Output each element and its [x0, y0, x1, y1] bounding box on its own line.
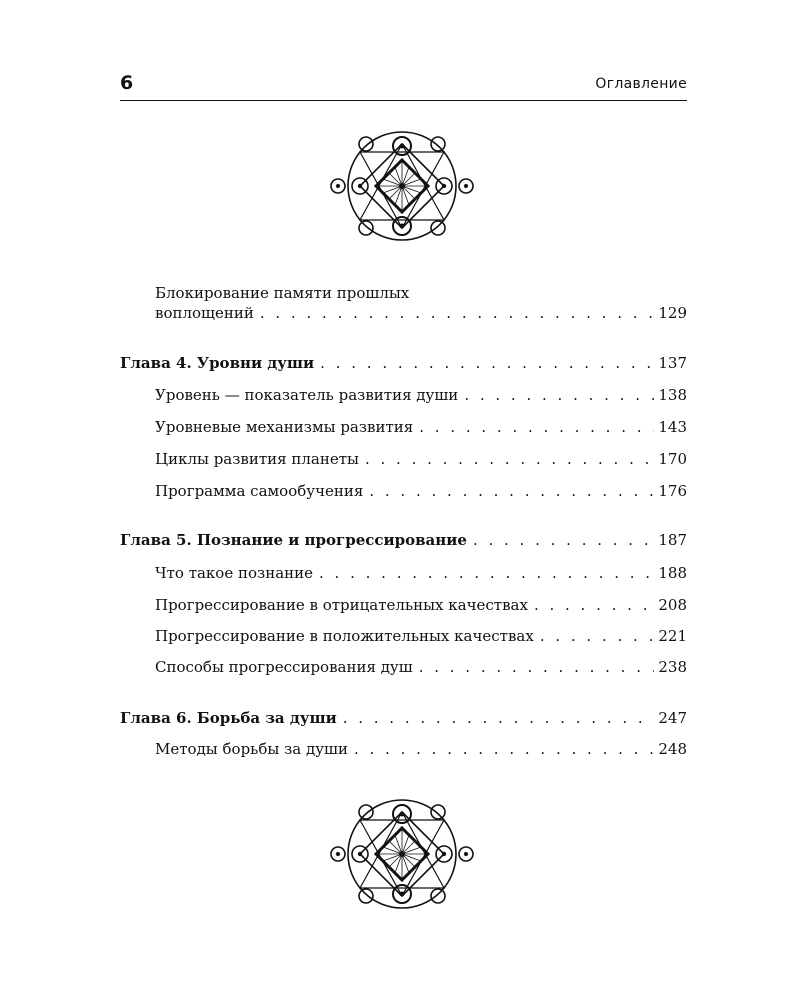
toc-chapter-4[interactable]	[120, 353, 687, 373]
toc-chapter-title: Глава 5. Познание и прогрессирование	[120, 531, 467, 549]
toc-entry-label: Методы борьбы за души	[155, 740, 348, 758]
dot-leader	[540, 626, 655, 646]
toc-page-number: 170	[658, 450, 687, 468]
toc-entry[interactable]	[155, 563, 687, 583]
toc-page-number: 248	[658, 740, 687, 758]
dot-leader	[354, 739, 654, 759]
toc-entry-continued-line1[interactable]: Блокирование памяти прошлых	[155, 284, 410, 302]
toc-page-number: 238	[658, 658, 687, 676]
toc-page-number: 143	[658, 418, 687, 436]
dot-leader	[464, 385, 654, 405]
toc-entry-label: Циклы развития планеты	[155, 450, 359, 468]
toc-page-number: 176	[658, 482, 687, 500]
toc-entry[interactable]	[155, 626, 687, 646]
dot-leader	[419, 417, 654, 437]
toc-entry-label: Что такое познание	[155, 564, 314, 582]
toc-entry-label: Способы прогрессирования душ	[155, 658, 413, 676]
page-number: 6	[120, 72, 134, 94]
toc-entry[interactable]	[155, 657, 687, 677]
running-header	[120, 72, 687, 101]
toc-page-number: 247	[658, 709, 687, 727]
toc-page-number: 138	[658, 386, 687, 404]
dot-leader	[320, 353, 654, 373]
toc-entry[interactable]	[155, 739, 687, 759]
dot-leader	[534, 595, 654, 615]
toc-entry-label: Уровневые механизмы развития	[155, 418, 414, 436]
toc-entry-label: воплощений	[155, 304, 254, 322]
dot-leader	[419, 657, 655, 677]
toc-entry-label: Прогрессирование в положительных качествах	[155, 627, 534, 645]
dot-leader	[369, 481, 654, 501]
toc-entry[interactable]	[155, 449, 687, 469]
toc-chapter-5[interactable]	[120, 530, 687, 550]
toc-entry[interactable]	[155, 481, 687, 501]
mandala-ornament-icon	[330, 130, 474, 242]
dot-leader	[260, 303, 655, 323]
toc-entry[interactable]	[155, 385, 687, 405]
mandala-ornament-bottom-icon	[330, 798, 474, 910]
toc-page-number: 208	[658, 596, 687, 614]
toc-entry-label: Программа самообучения	[155, 482, 364, 500]
toc-chapter-6[interactable]	[120, 708, 687, 728]
toc-page-number: 129	[658, 304, 687, 322]
dot-leader	[473, 530, 654, 550]
toc-chapter-title: Глава 6. Борьба за души	[120, 709, 337, 727]
toc-page-number: 137	[658, 354, 687, 372]
toc-entry[interactable]	[155, 595, 687, 615]
toc-entry-label: Прогрессирование в отрицательных качествах	[155, 596, 528, 614]
toc-page-number: 188	[658, 564, 687, 582]
toc-page-number: 221	[658, 627, 687, 645]
toc-entry-label: Уровень — показатель развития души	[155, 386, 459, 404]
dot-leader	[319, 563, 654, 583]
toc-page-number: 187	[658, 531, 687, 549]
toc-entry[interactable]	[155, 417, 687, 437]
running-title: Оглавление	[595, 76, 687, 92]
toc-entry-continued[interactable]	[155, 303, 687, 323]
dot-leader	[365, 449, 654, 469]
toc-chapter-title: Глава 4. Уровни души	[120, 354, 315, 372]
dot-leader	[343, 708, 655, 728]
